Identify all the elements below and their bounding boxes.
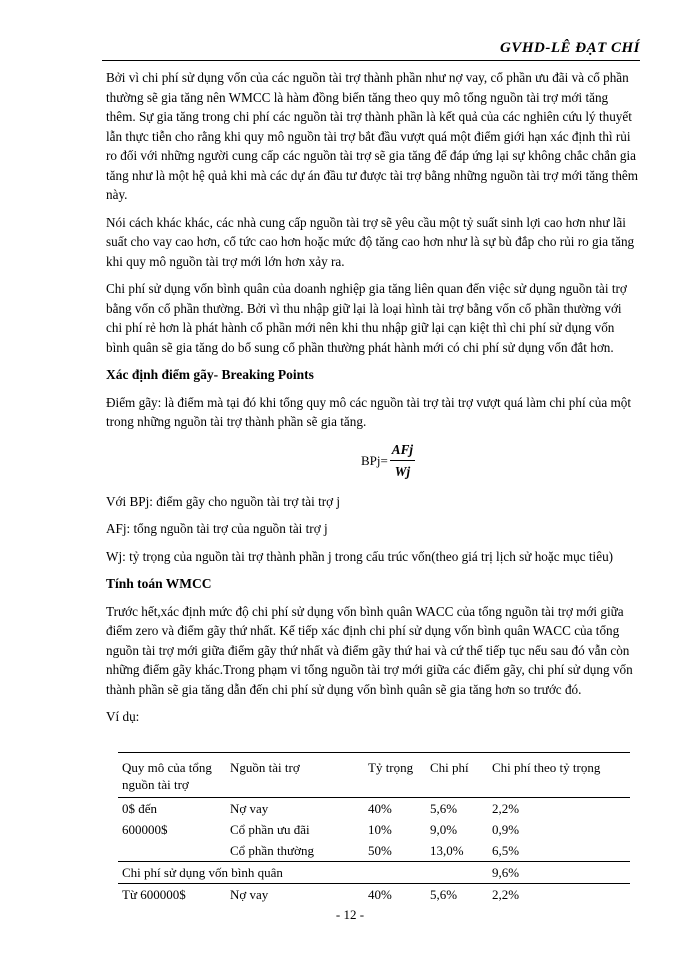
definition-bp: Với BPj: điểm gãy cho nguồn tài trợ tài trợ j — [106, 493, 341, 509]
definition-w: Wj: tỷ trọng của nguồn tài trợ thành phần j trong cấu trúc vốn(theo giá trị lịch sử hoặc mục tiêu) — [106, 548, 614, 564]
formula-denominator: Wj — [394, 464, 411, 479]
heading-breaking-points: Xác định điểm gãy- Breaking Points — [106, 367, 314, 382]
table-total-row — [118, 862, 630, 884]
paragraph-1: Bởi vì chi phí sử dụng vốn của các nguồn tài trợ thành phần như nợ vay, cổ phần ưu đãi và cổ phần thường sẽ gia tăng nên WMCC là hàm đồng biến tăng theo quy mô tổng nguồn tài trợ mới tăng thêm. Sự gia tăng trong chi phí các nguồn tài trợ thành phần là kết quả của các nghiên cứu lý thuyết lẫn thực tiễn cho rằng khi quy mô nguồn tài trợ bắt đầu vượt quá một điểm giới hạn xác định thì rủi ro đối với những người cung cấp các nguồn tài trợ sẽ gia tăng để đáp ứng lại sự không chắc chắn gia tăng như là một hệ quả khi mà các dự án đầu tư được tài trợ bằng những nguồn tài trợ mới tăng thêm này. — [106, 70, 639, 202]
table-header: Nguồn tài trợ — [226, 753, 364, 798]
table-cell: 50% — [364, 840, 426, 862]
table-cell: 2,2% — [492, 887, 520, 902]
paragraph-3: Chi phí sử dụng vốn bình quân của doanh nghiệp gia tăng liên quan đến việc sử dụng nguồn tài trợ bằng vốn cổ phần thường. Bởi vì thu nhập giữ lại là loại hình tài trợ bằng vốn cổ phần thường với chi phí rẻ hơn là phát hành cổ phần mới nên khi thu nhập giữ lại cạn kiệt thì chi phí sử dụng vốn bình quân sẽ gia tăng do bổ sung cổ phần thường phát hành mới có chi phí sử dụng vốn đắt hơn. — [106, 281, 627, 355]
table-cell — [118, 840, 226, 862]
formula-fraction — [390, 440, 415, 482]
table-cell: Cổ phần thường — [226, 840, 364, 862]
wmcc-example-table — [118, 752, 630, 905]
table-cell: 0,9% — [492, 822, 520, 837]
table-cell: Cổ phần ưu đãi — [230, 822, 310, 837]
table-cell: 6,5% — [488, 840, 630, 862]
table-row — [118, 840, 630, 862]
breaking-point-formula — [136, 440, 640, 482]
header-rule — [102, 60, 640, 61]
table-cell-range: Từ 600000$ — [122, 887, 186, 902]
table-cell: 9,0% — [430, 822, 458, 837]
body-content — [106, 68, 640, 735]
table-total-value: 9,6% — [488, 862, 630, 884]
page-number: - 12 - — [335, 907, 365, 922]
table-cell: 5,6% — [430, 887, 458, 902]
table-header: Chi phí theo tỷ trọng — [488, 753, 630, 798]
table-cell: Nợ vay — [230, 887, 269, 902]
table-header: Chi phí — [426, 753, 488, 798]
table-header: Quy mô của tổng nguồn tài trợ — [118, 753, 226, 798]
definition-af: AFj: tổng nguồn tài trợ của nguồn tài trợ j — [106, 521, 328, 536]
table-cell: 40% — [368, 801, 392, 816]
table-row — [118, 798, 630, 820]
table-header-row — [118, 753, 630, 798]
table-cell: 13,0% — [426, 840, 488, 862]
table-cell-range: 600000$ — [122, 822, 168, 837]
formula-lhs: BPj= — [360, 452, 388, 468]
heading-wmcc: Tính toán WMCC — [106, 576, 212, 591]
paragraph-6: Ví dụ: — [106, 709, 140, 724]
formula-numerator: AFj — [390, 440, 415, 462]
table-header: Tỷ trọng — [364, 753, 426, 798]
paragraph-5: Trước hết,xác định mức độ chi phí sử dụng vốn bình quân WACC của tổng nguồn tài trợ mới giữa điểm zero và điểm gãy thứ nhất. Kế tiếp xác định chi phí sử dụng vốn bình quân WACC của tổng nguồn tài trợ mới giữa điểm gãy thứ nhất và điểm gãy thứ hai và cứ thế tiếp tục nếu sau đó vẫn còn những điểm gãy khác.Trong phạm vi tổng nguồn tài trợ mới giữa các điểm gãy, chi phí sử dụng vốn thành phần sẽ gia tăng dẫn đến chi phí sử dụng vốn bình quân sẽ gia tăng hơn so trước đó. — [106, 603, 633, 697]
table-cell: 2,2% — [492, 801, 520, 816]
table-total-label: Chi phí sử dụng vốn bình quân — [118, 862, 488, 884]
table-cell: 5,6% — [430, 801, 458, 816]
paragraph-4: Điểm gãy: là điểm mà tại đó khi tổng quy mô các nguồn tài trợ tài trợ vượt quá làm chi phí của một trong những nguồn tài trợ thành phần sẽ gia tăng. — [106, 394, 632, 429]
table-cell: 40% — [368, 887, 392, 902]
table-row — [118, 884, 630, 906]
table-cell: 10% — [368, 822, 392, 837]
paragraph-2: Nói cách khác khác, các nhà cung cấp nguồn tài trợ sẽ yêu cầu một tỷ suất sinh lợi cao hơn như lãi suất cho vay cao hơn, cổ tức cao hơn hoặc mức độ tăng cao hơn như là sự bù đắp cho rủi ro gia tăng khi quy mô nguồn tài trợ mới lớn hơn xảy ra. — [106, 214, 635, 269]
table-row — [118, 819, 630, 840]
page-header: GVHD-LÊ ĐẠT CHÍ — [499, 40, 640, 56]
table-cell: Nợ vay — [230, 801, 269, 816]
table-cell-range: 0$ đến — [122, 801, 158, 816]
